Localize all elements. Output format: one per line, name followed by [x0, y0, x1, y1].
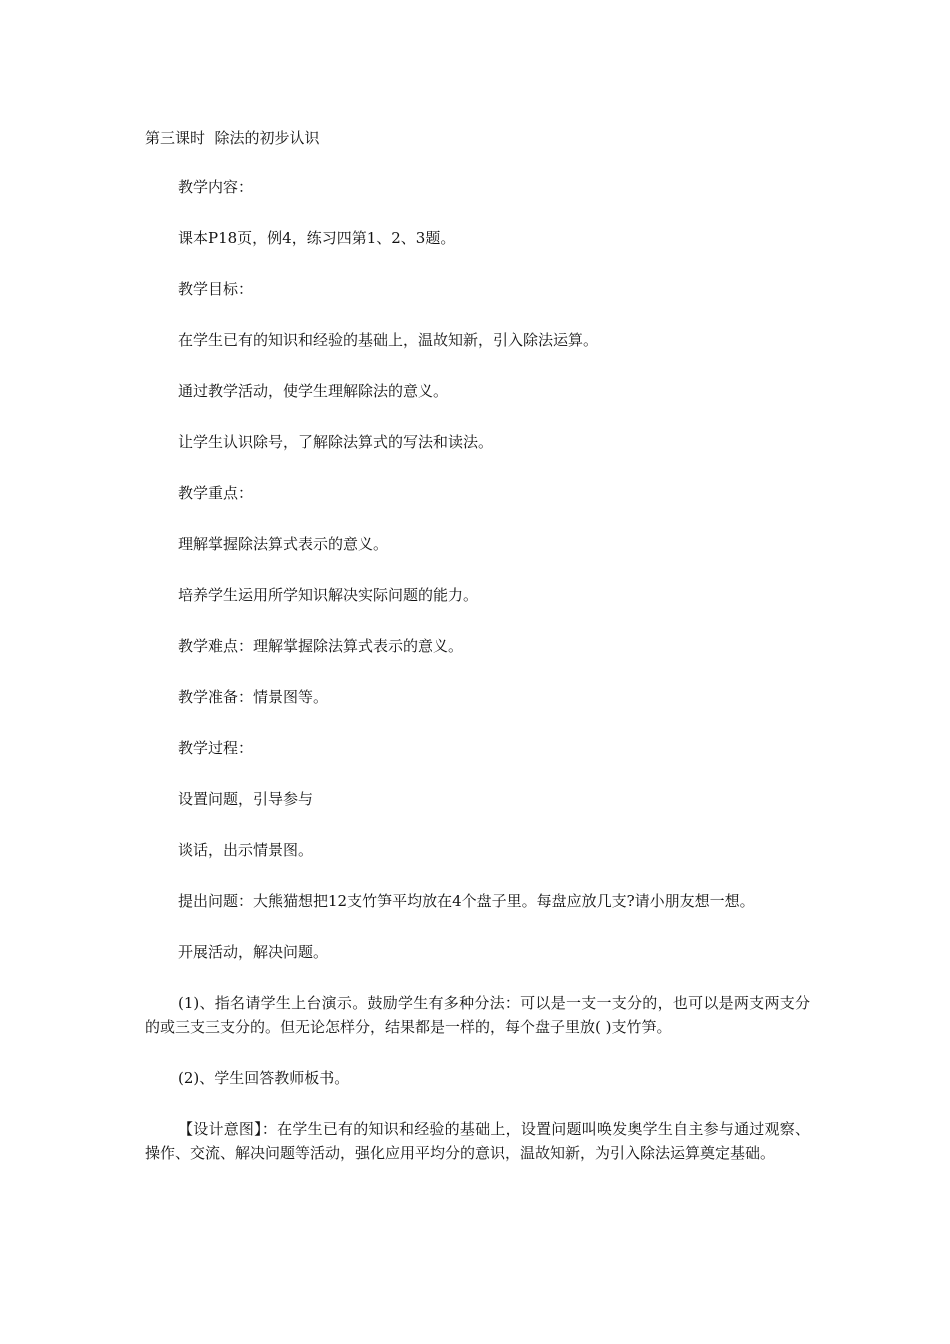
paragraph-preparation: 教学准备：情景图等。 — [178, 688, 329, 706]
paragraph-set-question: 设置问题，引导参与 — [178, 790, 314, 808]
paragraph-teaching-content-heading: 教学内容： — [178, 178, 254, 196]
paragraph-goal-2: 通过教学活动，使学生理解除法的意义。 — [178, 382, 449, 400]
paragraph-process-heading: 教学过程： — [178, 739, 254, 757]
paragraph-key-point-1: 理解掌握除法算式表示的意义。 — [178, 535, 389, 553]
paragraph-teaching-goals-heading: 教学目标： — [178, 280, 254, 298]
paragraph-key-point-2: 培养学生运用所学知识解决实际问题的能力。 — [178, 586, 479, 604]
paragraph-key-points-heading: 教学重点： — [178, 484, 254, 502]
paragraph-step-1: (1)、指名请学生上台演示。鼓励学生有多种分法：可以是一支一支分的，也可以是两支两支分的或三支三支分的。但无论怎样分，结果都是一样的，每个盘子里放( )支竹笋。 — [145, 994, 810, 1036]
lesson-title: 第三课时 除法的初步认识 — [145, 129, 320, 147]
paragraph-design-intent: 【设计意图】：在学生已有的知识和经验的基础上，设置问题叫唤发奥学生自主参与通过观察、操作、交流、解决问题等活动，强化应用平均分的意识，温故知新，为引入除法运算奠定基础。 — [145, 1120, 810, 1162]
paragraph-textbook-reference: 课本P18页，例4，练习四第1、2、3题。 — [178, 229, 456, 247]
paragraph-step-2: (2)、学生回答教师板书。 — [178, 1069, 350, 1087]
paragraph-activity: 开展活动，解决问题。 — [178, 943, 329, 961]
paragraph-goal-3: 让学生认识除号，了解除法算式的写法和读法。 — [178, 433, 494, 451]
document-body — [145, 127, 810, 1165]
paragraph-raise-question: 提出问题：大熊猫想把12支竹笋平均放在4个盘子里。每盘应放几支?请小朋友想一想。 — [178, 892, 755, 910]
paragraph-show-picture: 谈话，出示情景图。 — [178, 841, 314, 859]
paragraph-difficulty: 教学难点：理解掌握除法算式表示的意义。 — [178, 637, 464, 655]
paragraph-goal-1: 在学生已有的知识和经验的基础上，温故知新，引入除法运算。 — [178, 331, 599, 349]
